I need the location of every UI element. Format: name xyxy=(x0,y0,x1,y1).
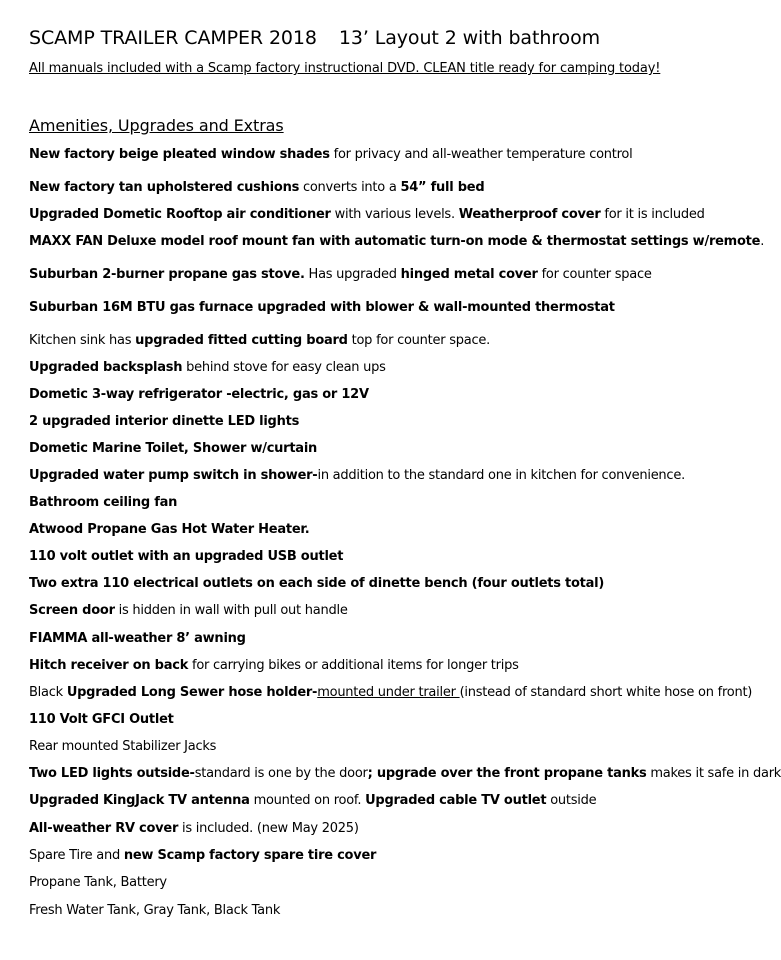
item-text: for counter space xyxy=(537,267,652,282)
item-text: mounted under trailer xyxy=(317,685,460,700)
list-item xyxy=(29,332,490,349)
item-bold-text: Screen door xyxy=(29,603,115,618)
item-text: is hidden in wall with pull out handle xyxy=(114,603,348,618)
item-bold-text: Upgraded cable TV outlet xyxy=(365,793,547,808)
list-item xyxy=(29,494,177,511)
item-bold-text: Upgraded water pump switch in shower- xyxy=(29,468,318,483)
list-item xyxy=(29,711,174,728)
section-heading: Amenities, Upgrades and Extras xyxy=(29,116,284,135)
item-bold-text: 110 Volt GFCI Outlet xyxy=(29,712,174,727)
list-item xyxy=(29,521,309,538)
item-text: mounted on roof. xyxy=(249,793,366,808)
item-bold-text: New factory beige pleated window shades xyxy=(29,147,330,162)
item-bold-text: Suburban 16M BTU gas furnace upgraded with blower & wall-mounted thermostat xyxy=(29,300,615,315)
item-bold-text: Upgraded backsplash xyxy=(29,360,183,375)
item-bold-text: FIAMMA all-weather 8’ awning xyxy=(29,631,246,646)
list-item xyxy=(29,359,386,376)
list-item xyxy=(29,179,484,196)
list-item xyxy=(29,874,167,891)
list-item xyxy=(29,413,299,430)
list-item xyxy=(29,684,752,701)
list-item xyxy=(29,765,781,782)
item-text: top for counter space. xyxy=(347,333,490,348)
list-item xyxy=(29,440,317,457)
item-text: for privacy and all-weather temperature control xyxy=(329,147,633,162)
item-text: standard is one by the door xyxy=(194,766,368,781)
list-item xyxy=(29,386,369,403)
item-bold-text: Bathroom ceiling fan xyxy=(29,495,178,510)
item-bold-text: Upgraded KingJack TV antenna xyxy=(29,793,250,808)
item-bold-text: hinged metal cover xyxy=(400,267,538,282)
list-item xyxy=(29,902,280,919)
item-bold-text: 54” full bed xyxy=(400,180,485,195)
item-text: with various levels. xyxy=(330,207,459,222)
item-bold-text: Upgraded Dometic Rooftop air conditioner xyxy=(29,207,331,222)
item-bold-text: Upgraded Long Sewer hose holder- xyxy=(66,685,318,700)
item-text: Propane Tank, Battery xyxy=(29,875,167,890)
list-item xyxy=(29,548,343,565)
list-item xyxy=(29,657,519,674)
item-text: is included. (new May 2025) xyxy=(178,821,359,836)
item-text: behind stove for easy clean ups xyxy=(182,360,386,375)
item-bold-text: Two LED lights outside- xyxy=(29,766,195,781)
list-item xyxy=(29,738,216,755)
list-item xyxy=(29,206,705,223)
item-text: outside xyxy=(546,793,597,808)
item-text: Rear mounted Stabilizer Jacks xyxy=(29,739,217,754)
item-bold-text: Atwood Propane Gas Hot Water Heater. xyxy=(29,522,310,537)
item-text: Fresh Water Tank, Gray Tank, Black Tank xyxy=(29,903,281,918)
item-bold-text: Suburban 2-burner propane gas stove. xyxy=(29,267,305,282)
list-item xyxy=(29,602,348,619)
subtitle: All manuals included with a Scamp factory instructional DVD. CLEAN title ready for camping today! xyxy=(29,61,661,76)
list-item xyxy=(29,792,596,809)
list-item xyxy=(29,575,604,592)
item-text: for carrying bikes or additional items for longer trips xyxy=(188,658,519,673)
item-text: in addition to the standard one in kitchen for convenience. xyxy=(317,468,685,483)
item-bold-text: Two extra 110 electrical outlets on each side of dinette bench (four outlets total) xyxy=(29,576,605,591)
list-item xyxy=(29,630,246,647)
item-bold-text: 110 volt outlet with an upgraded USB outlet xyxy=(29,549,344,564)
list-item xyxy=(29,467,685,484)
item-bold-text: MAXX FAN Deluxe model roof mount fan with automatic turn-on mode & thermostat settings w/remote xyxy=(29,234,761,249)
title-layout: 13’ Layout 2 with bathroom xyxy=(338,27,601,49)
list-item xyxy=(29,233,764,250)
item-text: Black xyxy=(29,685,67,700)
list-item xyxy=(29,847,376,864)
item-bold-text: Dometic 3-way refrigerator -electric, gas or 12V xyxy=(29,387,369,402)
item-text: for it is included xyxy=(600,207,705,222)
item-bold-text: New factory tan upholstered cushions xyxy=(29,180,300,195)
item-text: . xyxy=(760,234,765,249)
item-text: (instead of standard short white hose on front) xyxy=(459,685,753,700)
item-text: converts into a xyxy=(299,180,401,195)
page-title xyxy=(29,27,600,49)
item-bold-text: upgraded fitted cutting board xyxy=(135,333,348,348)
item-bold-text: Weatherproof cover xyxy=(458,207,601,222)
list-item xyxy=(29,266,652,283)
item-bold-text: Hitch receiver on back xyxy=(29,658,189,673)
item-text: makes it safe in dark xyxy=(646,766,781,781)
list-item xyxy=(29,146,633,163)
list-item xyxy=(29,299,615,316)
item-bold-text: new Scamp factory spare tire cover xyxy=(123,848,377,863)
item-bold-text: All-weather RV cover xyxy=(29,821,179,836)
item-bold-text: 2 upgraded interior dinette LED lights xyxy=(29,414,300,429)
item-text: Has upgraded xyxy=(304,267,401,282)
list-item xyxy=(29,820,359,837)
item-text: Spare Tire and xyxy=(29,848,124,863)
item-bold-text: ; upgrade over the front propane tanks xyxy=(367,766,647,781)
item-bold-text: Dometic Marine Toilet, Shower w/curtain xyxy=(29,441,318,456)
item-text: Kitchen sink has xyxy=(29,333,136,348)
title-model: SCAMP TRAILER CAMPER 2018 xyxy=(29,27,317,49)
